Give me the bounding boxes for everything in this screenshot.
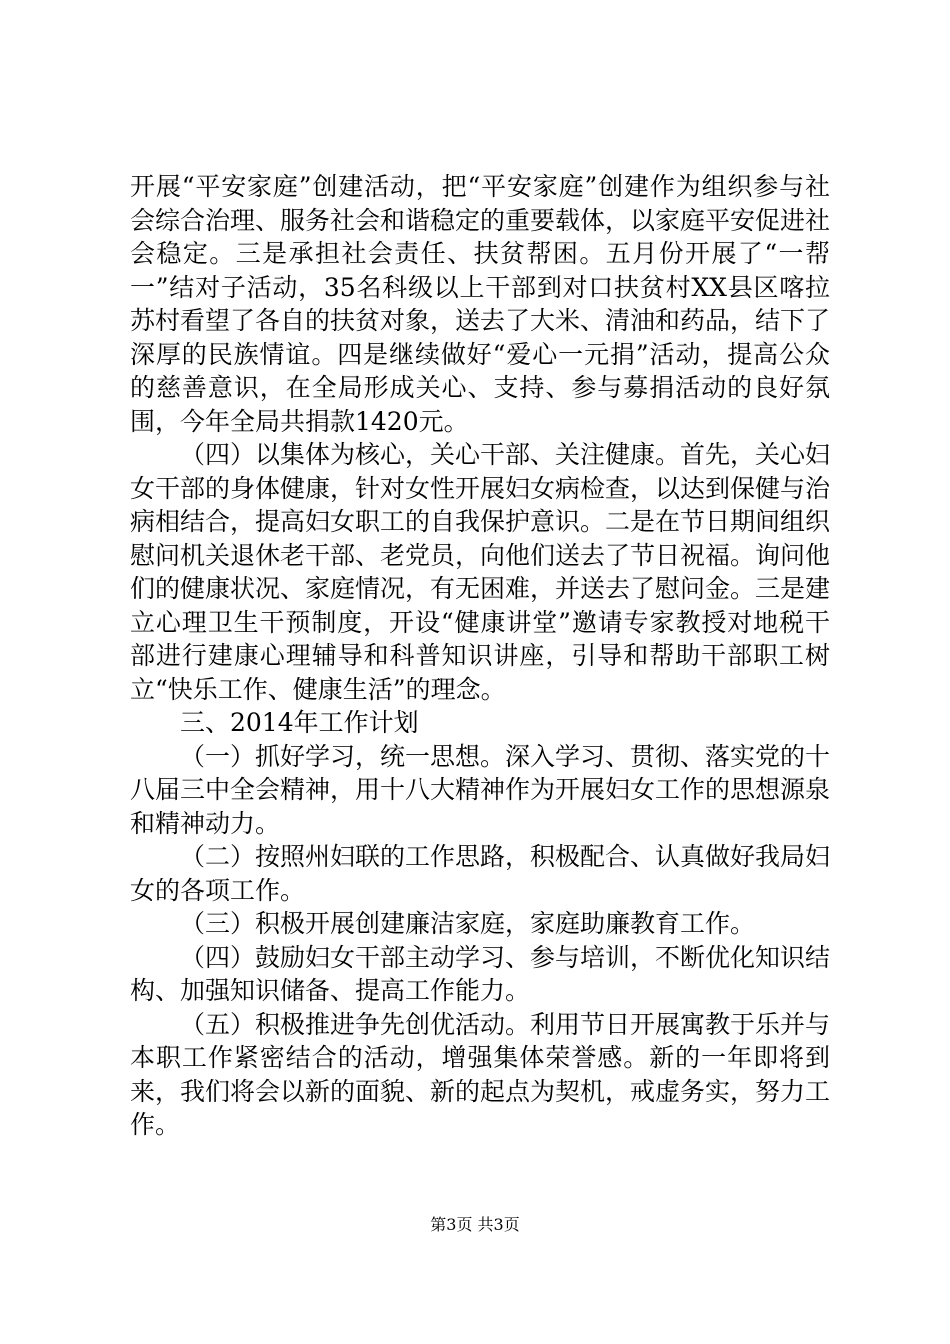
paragraph-continued: 开展“平安家庭”创建活动，把“平安家庭”创建作为组织参与社会综合治理、服务社会和谐稳定的重要载体，以家庭平安促进社会稳定。三是承担社会责任、扶贫帮困。五月份开展了“一帮一”结对子活动，35名科级以上干部到对口扶贫村XX县区喀拉苏村看望了各自的扶贫对象，送去了大米、清油和药品，结下了深厚的民族情谊。四是继续做好“爱心一元捐”活动，提高公众的慈善意识，在全局形成关心、支持、参与募捐活动的良好氛围，今年全局共捐款1420元。	[130, 172, 831, 436]
plan-item-5: （五）积极推进争先创优活动。利用节日开展寓教于乐并与本职工作紧密结合的活动，增强集体荣誉感。新的一年即将到来，我们将会以新的面貌、新的起点为契机，戒虚务实，努力工作。	[130, 1009, 831, 1139]
paragraph-section-four-health: （四）以集体为核心，关心干部、关注健康。首先，关心妇女干部的身体健康，针对女性开展妇女病检查，以达到保健与治病相结合，提高妇女职工的自我保护意识。二是在节日期间组织慰问机关退休老干部、老党员，向他们送去了节日祝福。询问他们的健康状况、家庭情况，有无困难，并送去了慰问金。三是建立心理卫生干预制度，开设“健康讲堂”邀请专家教授对地税干部进行建康心理辅导和科普知识讲座，引导和帮助干部职工树立“快乐工作、健康生活”的理念。	[130, 440, 831, 704]
plan-item-4: （四）鼓励妇女干部主动学习、参与培训，不断优化知识结构、加强知识储备、提高工作能力。	[130, 942, 831, 1005]
plan-item-3: （三）积极开展创建廉洁家庭，家庭助廉教育工作。	[180, 909, 756, 938]
page-number-footer: 第3页 共3页	[430, 1215, 520, 1234]
section-heading-work-plan: 三、2014年工作计划	[180, 708, 419, 737]
document-body	[130, 170, 830, 1142]
plan-item-2: （二）按照州妇联的工作思路，积极配合、认真做好我局妇女的各项工作。	[130, 842, 831, 905]
plan-item-1: （一）抓好学习，统一思想。深入学习、贯彻、落实党的十八届三中全会精神，用十八大精神作为开展妇女工作的思想源泉和精神动力。	[130, 741, 831, 838]
